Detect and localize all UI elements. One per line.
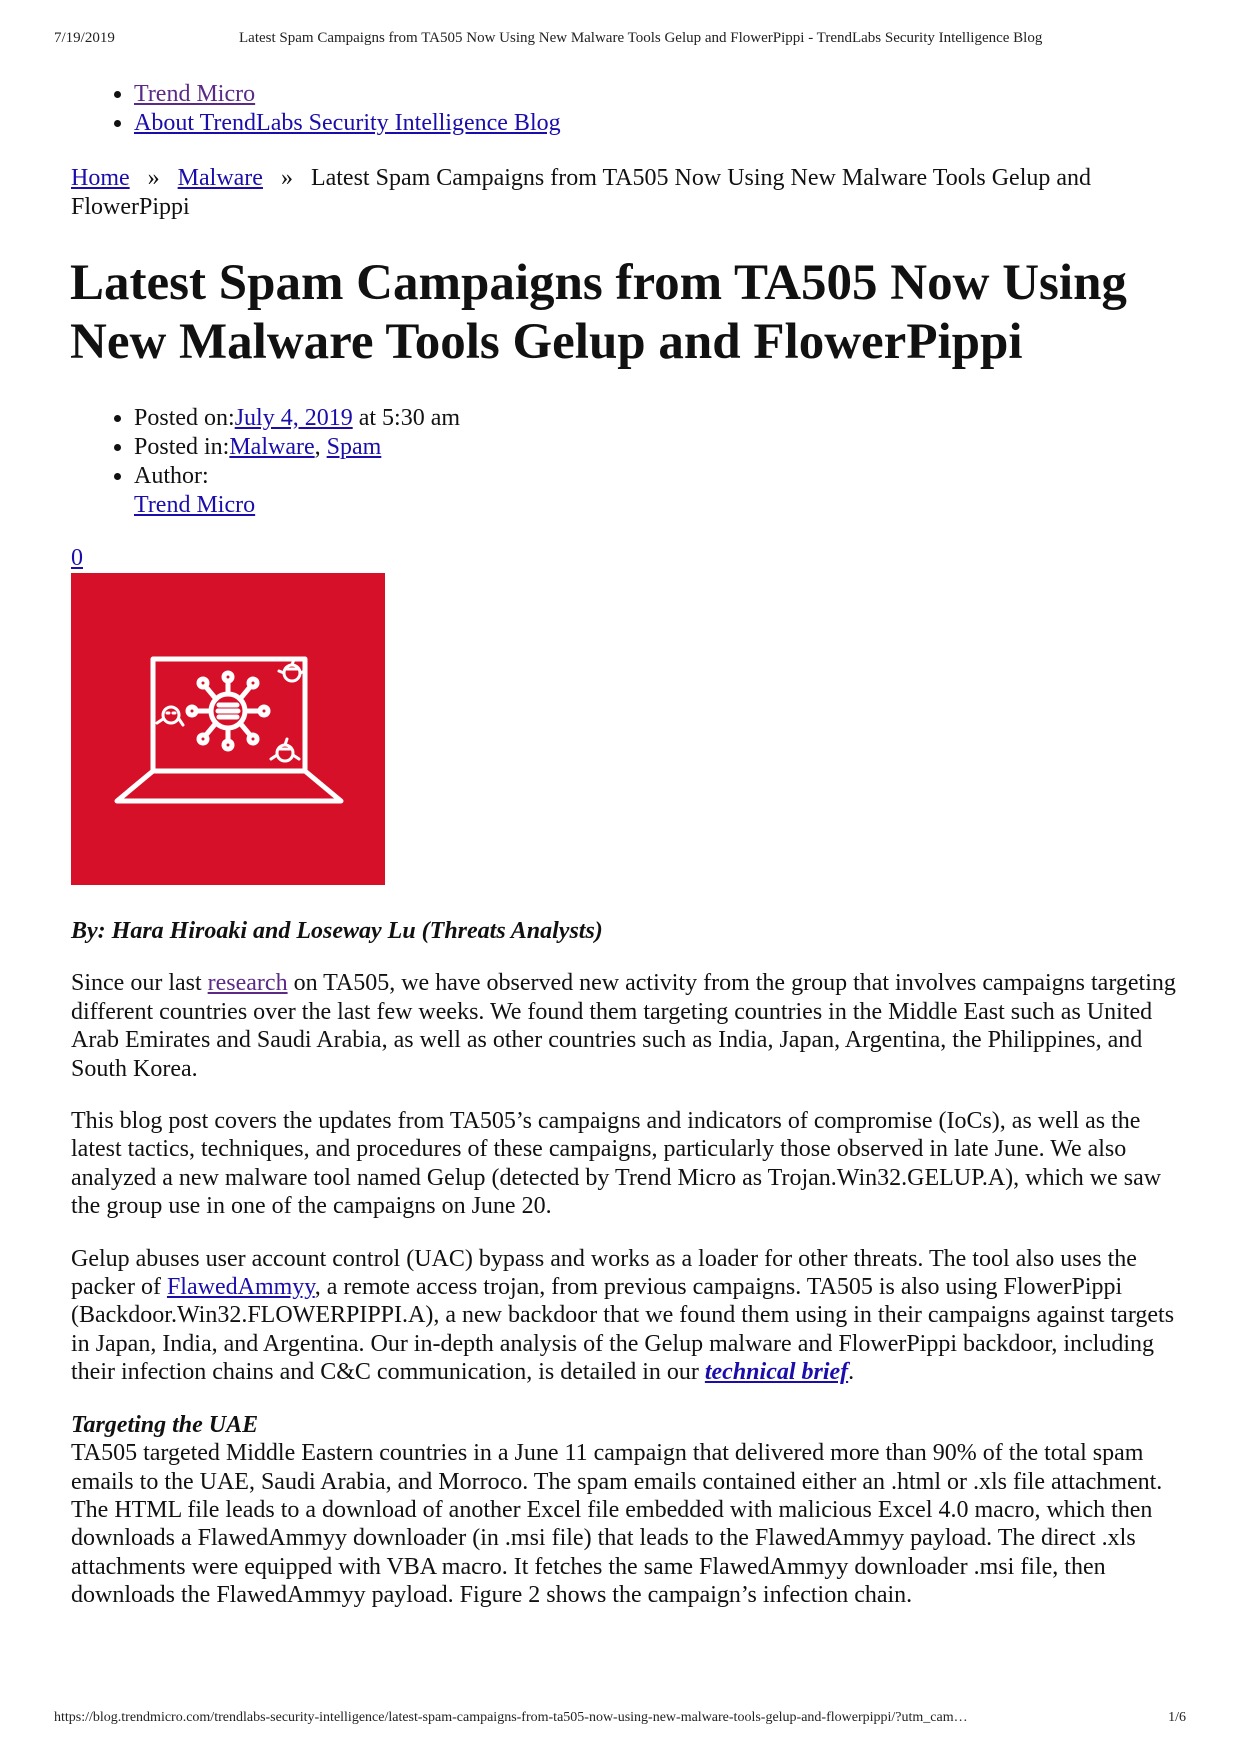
author-label: Author: <box>134 463 209 489</box>
breadcrumb <box>71 164 1181 222</box>
top-link-item <box>134 109 561 138</box>
text-fragment: , a remote access trojan, from previous campaigns. TA505 is also using FlowerPippi (Backdoor.Win32.FLOWERPIPPI.A), a new backdoor that we found them using in their campaigns against targets in Japan, India, and Argentina. Our in-depth analysis of the Gelup malware and FlowerPippi backdoor, including their infection chains and C&C communication, is detailed in our <box>71 1274 1175 1386</box>
paragraph-intro <box>71 969 1183 1083</box>
text-fragment: Gelup abuses user account control (UAC) bypass and works as a loader for other threats. The tool also uses the packer of <box>71 1245 1137 1301</box>
posted-in-label: Posted in: <box>134 434 230 460</box>
print-footer <box>54 1710 1186 1730</box>
meta-author <box>134 462 460 520</box>
author-link[interactable]: Trend Micro <box>134 492 256 518</box>
laptop-malware-icon <box>71 573 385 885</box>
top-link-item <box>134 80 561 109</box>
print-date: 7/19/2019 <box>54 30 115 46</box>
print-url: https://blog.trendmicro.com/trendlabs-security-intelligence/latest-spam-campaigns-from-ta505-now-using-new-malware-tools-gelup-and-flowerpippi/?utm_cam… <box>54 1710 968 1725</box>
meta-posted-on <box>134 404 460 433</box>
text-fragment: . <box>848 1359 855 1386</box>
breadcrumb-current: Latest Spam Campaigns from TA505 Now Using New Malware Tools Gelup and FlowerPippi <box>71 165 1092 220</box>
article-body <box>71 917 1183 1634</box>
trend-micro-link[interactable]: Trend Micro <box>134 81 256 107</box>
text-fragment: TA505 targeted Middle Eastern countries in a June 11 campaign that delivered more than 90% of the total spam emails to the UAE, Saudi Arabia, and Morroco. The spam emails contained either an .html or .xls file attachment. The HTML file leads to a download of another Excel file embedded with malicious Excel 4.0 macro, which then downloads a FlawedAmmyy downloader (in .msi file) that leads to the FlawedAmmyy payload. The direct .xls attachments were equipped with VBA macro. It fetches the same FlawedAmmyy downloader .msi file, then downloads the FlawedAmmyy payload. Figure 2 shows the campaign’s infection chain. <box>71 1440 1163 1609</box>
posted-time: at 5:30 am <box>352 405 461 431</box>
print-header <box>54 30 1186 54</box>
category-spam-link[interactable]: Spam <box>326 434 382 460</box>
paragraph-overview: This blog post covers the updates from TA505’s campaigns and indicators of compromise (IoCs), as well as the latest tactics, techniques, and procedures of these campaigns, particularly those observed in late June. We also analyzed a new malware tool named Gelup (detected by Trend Micro as Trojan.Win32.GELUP.A), which we saw the group use in one of the campaigns on June 20. <box>71 1108 1162 1220</box>
top-links <box>72 80 561 138</box>
posted-date-link[interactable]: July 4, 2019 <box>234 405 353 431</box>
article-meta <box>72 404 460 520</box>
breadcrumb-home-link[interactable]: Home <box>71 165 130 191</box>
posted-on-label: Posted on: <box>134 405 235 431</box>
text-fragment: on TA505, we have observed new activity from the group that involves campaigns targeting different countries over the last few weeks. We found them targeting countries in the Middle East such as United Arab Emirates and Saudi Arabia, as well as other countries such as India, Japan, Argentina, the Philippines, and South Korea. <box>71 970 1176 1082</box>
article-title: Latest Spam Campaigns from TA505 Now Using New Malware Tools Gelup and FlowerPippi <box>70 255 1127 370</box>
print-page-number: 1/6 <box>1168 1710 1186 1725</box>
comments-count-link[interactable]: 0 <box>71 545 83 571</box>
research-link[interactable]: research <box>207 970 288 997</box>
category-malware-link[interactable]: Malware <box>229 434 315 460</box>
paragraph-uae <box>71 1411 1183 1610</box>
breadcrumb-separator: » <box>280 165 293 191</box>
flawedammyy-link[interactable]: FlawedAmmyy <box>166 1274 315 1301</box>
meta-posted-in <box>134 433 460 462</box>
print-page-title: Latest Spam Campaigns from TA505 Now Using New Malware Tools Gelup and FlowerPippi - TrendLabs Security Intelligence Blog <box>239 30 1043 46</box>
about-blog-link[interactable]: About TrendLabs Security Intelligence Blog <box>134 110 561 136</box>
article-byline: By: Hara Hiroaki and Loseway Lu (Threats Analysts) <box>71 918 603 944</box>
breadcrumb-malware-link[interactable]: Malware <box>177 165 263 191</box>
category-separator: , <box>314 434 327 460</box>
text-fragment: Since our last <box>71 970 208 997</box>
technical-brief-link[interactable]: technical brief <box>704 1359 849 1386</box>
hero-image <box>71 573 385 885</box>
paragraph-gelup <box>71 1245 1183 1387</box>
breadcrumb-separator: » <box>147 165 160 191</box>
section-title-uae: Targeting the UAE <box>71 1411 259 1438</box>
